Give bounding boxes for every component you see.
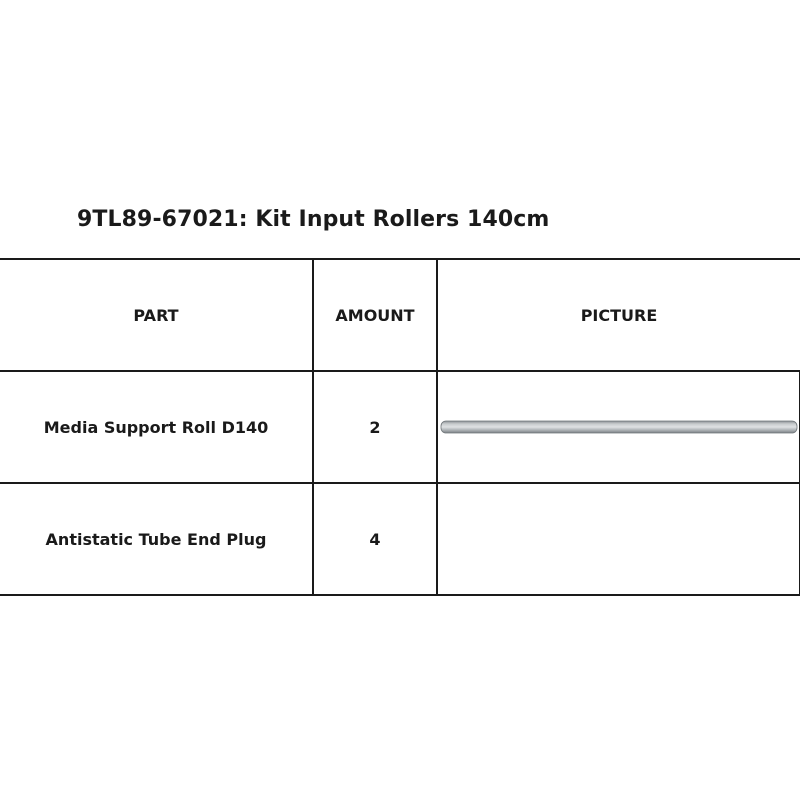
part-amount: 2 bbox=[313, 371, 437, 483]
header-amount: AMOUNT bbox=[313, 259, 437, 371]
table-row bbox=[0, 371, 800, 483]
parts-table bbox=[0, 258, 800, 596]
table-row bbox=[0, 483, 800, 595]
header-picture: PICTURE bbox=[437, 259, 800, 371]
header-part: PART bbox=[0, 259, 313, 371]
part-name: Media Support Roll D140 bbox=[0, 371, 313, 483]
part-picture bbox=[437, 371, 800, 483]
part-picture-empty bbox=[437, 483, 800, 595]
table-header-row bbox=[0, 259, 800, 371]
kit-title: 9TL89-67021: Kit Input Rollers 140cm bbox=[77, 207, 550, 232]
roller-image bbox=[440, 420, 798, 434]
part-amount: 4 bbox=[313, 483, 437, 595]
part-name: Antistatic Tube End Plug bbox=[0, 483, 313, 595]
